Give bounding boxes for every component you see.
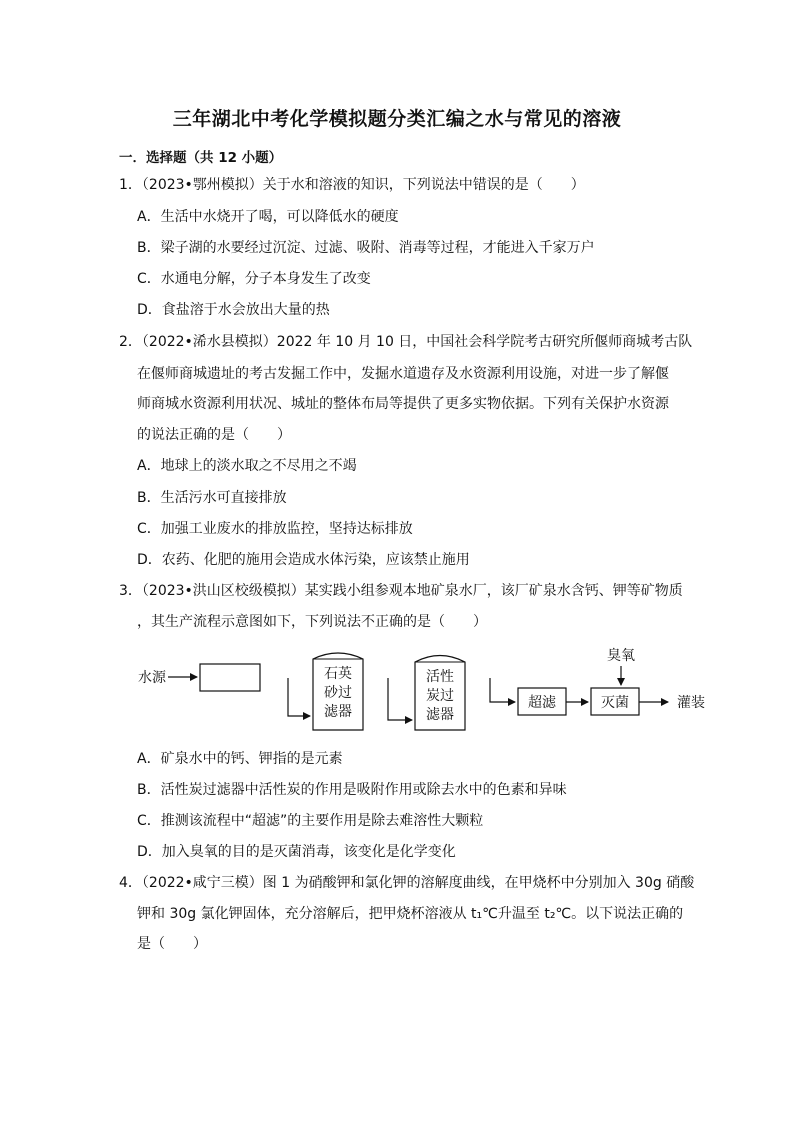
quartz-filter-label-1: 石英 [324, 666, 352, 682]
question-2-option-d: D．农药、化肥的施用会造成水体污染，应该禁止施用 [137, 552, 470, 568]
sterilize-label: 灭菌 [601, 695, 629, 711]
question-3-option-c: C．推测该流程中“超滤”的主要作用是除去难溶性大颗粒 [137, 813, 484, 829]
question-3-stem-line-1: 3．（2023•洪山区校级模拟）某实践小组参观本地矿泉水厂，该厂矿泉水含钙、钾等矿物质 [119, 583, 683, 599]
arrow-filter1-to-filter2 [388, 678, 412, 720]
question-2-stem-line-1: 2．（2022•浠水县模拟）2022 年 10 月 10 日，中国社会科学院考古研究所偃师商城考古队 [119, 334, 693, 350]
question-2-option-a: A．地球上的淡水取之不尽用之不竭 [137, 458, 357, 474]
empty-process-box [200, 664, 260, 691]
question-1-option-d: D．食盐溶于水会放出大量的热 [137, 302, 330, 318]
question-2-stem-line-4: 的说法正确的是（ ） [137, 427, 291, 443]
ozone-label: 臭氧 [607, 648, 635, 664]
question-1-option-a: A．生活中水烧开了喝，可以降低水的硬度 [137, 209, 399, 225]
question-2-option-b: B．生活污水可直接排放 [137, 490, 287, 506]
source-label: 水源 [138, 670, 166, 686]
question-4-stem-line-3: 是（ ） [137, 936, 207, 952]
question-1-option-c: C．水通电分解，分子本身发生了改变 [137, 271, 371, 287]
question-2-option-c: C．加强工业废水的排放监控，坚持达标排放 [137, 521, 413, 537]
question-1-option-b: B．梁子湖的水要经过沉淀、过滤、吸附、消毒等过程，才能进入千家万户 [137, 240, 595, 256]
question-3-stem-line-2: ，其生产流程示意图如下，下列说法不正确的是（ ） [137, 614, 487, 630]
production-flow-diagram [0, 640, 794, 740]
section-heading: 一．选择题（共 12 小题） [119, 150, 283, 166]
question-2-stem-line-2: 在偃师商城遗址的考古发掘工作中，发掘水道遗存及水资源利用设施，对进一步了解偃 [137, 366, 669, 382]
question-3-option-b: B．活性炭过滤器中活性炭的作用是吸附作用或除去水中的色素和异味 [137, 782, 567, 798]
carbon-filter-label-1: 活性 [426, 669, 454, 685]
carbon-filter-label-2: 炭过 [426, 688, 454, 704]
question-4-stem-line-1: 4．（2022•咸宁三模）图 1 为硝酸钾和氯化钾的溶解度曲线，在甲烧杯中分别加入 30g 硝酸 [119, 875, 695, 891]
question-3-option-a: A．矿泉水中的钙、钾指的是元素 [137, 751, 343, 767]
question-2-stem-line-3: 师商城水资源利用状况、城址的整体布局等提供了更多实物依据。下列有关保护水资源 [137, 396, 669, 412]
ultrafiltration-label: 超滤 [528, 695, 556, 711]
arrow-filter2-to-ultra [490, 678, 515, 702]
page-title: 三年湖北中考化学模拟题分类汇编之水与常见的溶液 [172, 108, 622, 130]
output-label: 灌装 [677, 695, 705, 711]
arrow-box-to-filter1 [288, 678, 310, 716]
question-4-stem-line-2: 钾和 30g 氯化钾固体，充分溶解后，把甲烧杯溶液从 t₁℃升温至 t₂℃。以下说法正确的 [137, 906, 684, 922]
question-1-stem: 1．（2023•鄂州模拟）关于水和溶液的知识，下列说法中错误的是（ ） [119, 177, 585, 193]
question-3-option-d: D．加入臭氧的目的是灭菌消毒，该变化是化学变化 [137, 844, 456, 860]
quartz-filter-label-2: 砂过 [324, 685, 352, 701]
carbon-filter-label-3: 滤器 [426, 707, 454, 723]
quartz-filter-label-3: 滤器 [324, 704, 352, 720]
